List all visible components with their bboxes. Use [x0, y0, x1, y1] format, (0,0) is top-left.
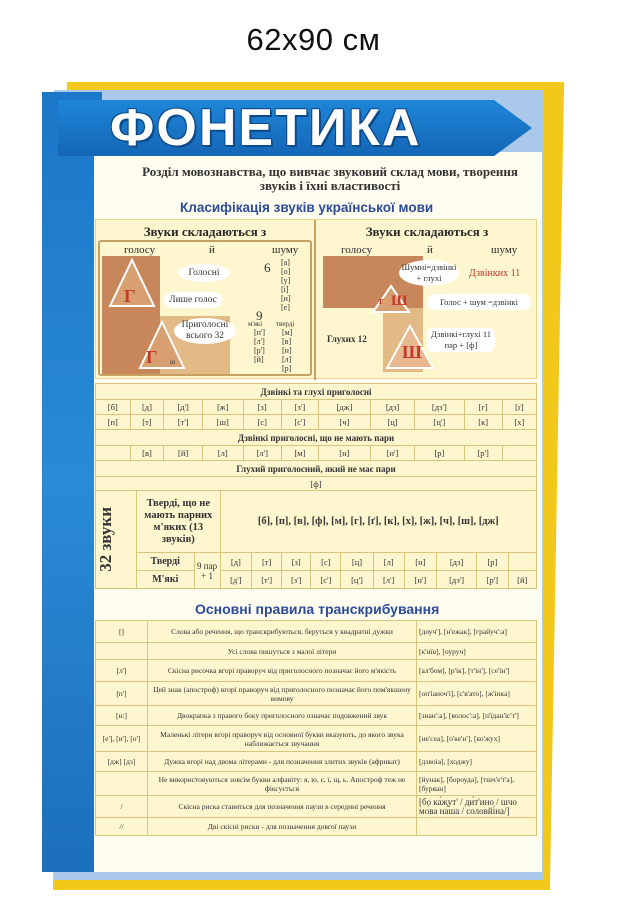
hard-item: [н] — [282, 346, 292, 355]
pairs-count: 9 пар + 1 — [194, 553, 220, 589]
voiceless-cell: [п] — [96, 415, 131, 430]
pairs-table — [95, 383, 537, 492]
unpaired-cell: [н'] — [370, 446, 414, 461]
oval-vowels: Голосні — [178, 264, 230, 282]
rule-row — [96, 643, 537, 660]
soft-item: [р'] — [254, 346, 265, 355]
board-blue-strip — [42, 92, 102, 872]
soft-row-label: М'які — [137, 571, 195, 589]
rule-text: Цей знак (апостроф) вгорі праворуч від приголосного позначає його пом'якшену вимову — [148, 682, 417, 706]
unpaired-voiceless-cell: [ф] — [96, 477, 537, 492]
voiced-count: Дзвінких 11 — [469, 268, 521, 279]
right-label-noise: шуму — [491, 244, 518, 256]
rule-text: Усі слова пишуться з малої літери — [148, 643, 417, 660]
voiceless-cell: [т] — [130, 415, 164, 430]
rule-text: Скісна рисочка вгорі праворуч від приголосного позначає його м'якість — [148, 660, 417, 682]
rule-text: Скісна риска ставиться для позначення паузи в середині речення — [148, 796, 417, 818]
voiceless-row — [96, 415, 537, 430]
vowel-o: [о] — [281, 267, 291, 276]
right-label-voice: голосу — [341, 244, 373, 256]
hard-item: [л] — [282, 355, 292, 364]
rule-example — [417, 818, 537, 836]
soft-item: [л'] — [254, 337, 265, 346]
rule-symbol: [] — [96, 621, 148, 643]
voiced-cell: [дз'] — [415, 400, 464, 415]
rule-row — [96, 706, 537, 726]
voiced-cell: [д] — [130, 400, 164, 415]
classification-right — [317, 220, 537, 380]
hard-list — [282, 328, 292, 373]
voiced-cell: [ґ] — [502, 400, 536, 415]
hard-cell: [з] — [282, 553, 311, 571]
soft-cell: [з'] — [282, 571, 311, 589]
soft-cell: [н'] — [404, 571, 436, 589]
rule-symbol — [96, 772, 148, 796]
rule-example: [к'иїв], [оуруч] — [417, 643, 537, 660]
oval-noisy: Шумні=дзвінкі + глухі — [399, 260, 459, 286]
soft-item: [й] — [254, 355, 264, 364]
soft-cell: [т'] — [252, 571, 282, 589]
rule-row — [96, 726, 537, 752]
soft-cell: [л'] — [373, 571, 404, 589]
unpaired-cell: [м] — [281, 446, 318, 461]
rule-row — [96, 752, 537, 772]
unpaired-voiced-row — [96, 446, 537, 461]
letter-sh-bottom: Ш — [402, 342, 422, 362]
side-label: 32 звуки — [96, 507, 115, 572]
rule-row — [96, 818, 537, 836]
voiceless-cell: [с'] — [281, 415, 318, 430]
rule-row — [96, 621, 537, 643]
voiceless-cell: [к] — [464, 415, 502, 430]
classification-diagram — [95, 219, 537, 379]
soft-item: [п'] — [254, 328, 266, 337]
hard-cell: [д] — [220, 553, 252, 571]
only-voice-label: Лише голос — [164, 292, 222, 308]
left-label-and: й — [209, 244, 215, 256]
rules-heading: Основні правила транскрибування — [195, 601, 440, 617]
pairs-heading: Дзвінкі та глухі приголосні — [96, 384, 537, 400]
letter-g-bottom: Г — [146, 347, 158, 367]
voiced-cell: [дз] — [370, 400, 414, 415]
rule-symbol: [л'] — [96, 660, 148, 682]
rule-text: Маленькі літери вгорі праворуч від основної букви вказують, до якого звука наближається звучання — [148, 726, 417, 752]
unpaired-hard-title: Тверді, що не мають парних м'яких (13 звуків) — [137, 491, 221, 553]
left-title: Звуки складаються з — [143, 224, 267, 239]
vowel-i: [і] — [281, 285, 289, 294]
rule-text: Не використовуються зовсім букви алфавіту: я, ю, є, ї, щ, ь. Апостроф теж не фіксується — [148, 772, 417, 796]
rule-example: [бо ка́жут' / ди́т'ино / шчо мо́ва на́ша / соловйі́на/] — [417, 796, 537, 818]
unpaired-cell: [л'] — [243, 446, 281, 461]
hard-item: [в] — [282, 337, 292, 346]
classification-heading: Класифікація звуків української мови — [180, 200, 434, 215]
poster-title: ФОНЕТИКА — [110, 99, 422, 157]
voiced-cell: [з] — [243, 400, 281, 415]
hard-cell: [л] — [373, 553, 404, 571]
unpaired-hard-list: [б], [п], [в], [ф], [м], [г], [ґ], [к], [х], [ж], [ч], [ш], [дж] — [220, 491, 536, 553]
rule-example: [дзвоiа], [ходжу] — [417, 752, 537, 772]
voiceless-cell: [ш] — [202, 415, 243, 430]
count-consonants: 9 — [256, 308, 263, 323]
hard-row-label: Тверді — [137, 553, 195, 571]
right-label-and: й — [427, 244, 433, 256]
vowel-list — [281, 258, 291, 312]
soft-label: м'які — [248, 320, 263, 328]
rule-symbol: / — [96, 796, 148, 818]
oval-consonants: Приголосні всього 32 — [174, 318, 236, 344]
rule-example: [оп'іаноч'і], [с'в'ато], [ж'інка] — [417, 682, 537, 706]
classification-left — [96, 220, 316, 380]
pairs-label: Дзвінкі+глухі 11 пар + [ф] — [427, 328, 495, 352]
rule-symbol: [е'], [и'], [о'] — [96, 726, 148, 752]
rule-row — [96, 796, 537, 818]
rule-symbol — [96, 643, 148, 660]
poster-description: Розділ мовознавства, що вивчає звуковий склад мови, творення звуків і їхні властивості — [142, 164, 518, 193]
left-label-voice: голосу — [124, 244, 156, 256]
letter-g-right: г — [379, 296, 384, 307]
letter-g-top: Г — [124, 286, 136, 306]
hard-item: [р] — [282, 364, 292, 373]
voiceless-cell: [х] — [502, 415, 536, 430]
vowel-a: [а] — [281, 258, 290, 267]
side-label-cell — [96, 491, 137, 589]
rule-text: Двокрапка з правого боку приголосного означає подовжений звук — [148, 706, 417, 726]
count-vowels: 6 — [264, 260, 271, 275]
rule-example: [не'сеа], [о'ке'н'], [ко'жух] — [417, 726, 537, 752]
soft-cell: [дз'] — [436, 571, 476, 589]
unpaired-cell: [р] — [415, 446, 464, 461]
voiced-cell: [г] — [464, 400, 502, 415]
hard-soft-table — [95, 490, 537, 589]
voiceless-cell: [ц] — [370, 415, 414, 430]
rule-symbol: [н:] — [96, 706, 148, 726]
rule-symbol: // — [96, 818, 148, 836]
voice-noise-label: Голос + шум =дзвінкі — [427, 294, 531, 310]
size-caption: 62x90 см — [246, 22, 381, 57]
hard-label: тверді — [276, 320, 295, 328]
voiced-cell: [дж] — [318, 400, 370, 415]
hard-cell: [р] — [477, 553, 508, 571]
rule-row — [96, 660, 537, 682]
hard-item: [м] — [282, 328, 293, 337]
unpaired-voiceless-heading: Глухий приголосний, який не має пари — [96, 461, 537, 477]
unpaired-cell: [л] — [202, 446, 243, 461]
rule-symbol: [п'] — [96, 682, 148, 706]
letter-sh-right: Ш — [391, 293, 408, 309]
rule-row — [96, 772, 537, 796]
rule-row — [96, 682, 537, 706]
hard-cell: [дз] — [436, 553, 476, 571]
rule-text: Слова або речення, що транскрибуються, беруться у квадратні дужки — [148, 621, 417, 643]
soft-cell: [д'] — [220, 571, 252, 589]
voiced-cell: [ж] — [202, 400, 243, 415]
voiceless-cell: [ц'] — [415, 415, 464, 430]
soft-cell: [й] — [508, 571, 536, 589]
hard-cell — [508, 553, 536, 571]
unpaired-voiced-heading: Дзвінкі приголосні, що не мають пари — [96, 430, 537, 446]
soft-cell: [с'] — [311, 571, 341, 589]
rules-table — [95, 620, 537, 836]
voiced-row — [96, 400, 537, 415]
rule-text: Дві скісні риски - для позначення довгої паузи — [148, 818, 417, 836]
rule-example: [ал'бом], [р'ік], [т'ін'], [се'їн'] — [417, 660, 537, 682]
rule-symbol: [дж] [дз] — [96, 752, 148, 772]
hard-cell: [с] — [311, 553, 341, 571]
voiced-cell: [д'] — [164, 400, 203, 415]
soft-cell: [ц'] — [341, 571, 373, 589]
voiceless-cell: [ч] — [318, 415, 370, 430]
soft-list — [254, 328, 265, 364]
hard-cell: [т] — [252, 553, 282, 571]
unpaired-cell: [й] — [164, 446, 203, 461]
voiceless-cell: [т'] — [164, 415, 203, 430]
hard-cell: [ц] — [341, 553, 373, 571]
voiced-cell: [б] — [96, 400, 131, 415]
voiced-cell: [з'] — [281, 400, 318, 415]
hard-cell: [н] — [404, 553, 436, 571]
vowel-u: [у] — [281, 276, 291, 285]
rule-example: [знан':а], [волос':а], [п'їдан'іс'т'] — [417, 706, 537, 726]
vowel-y: [и] — [281, 294, 291, 303]
unpaired-cell: [в] — [130, 446, 164, 461]
vowel-e: [е] — [281, 303, 290, 312]
soft-cell: [р'] — [477, 571, 508, 589]
left-label-noise: шуму — [272, 244, 299, 256]
rule-text: Дужка вгорі над двома літерами - для позначення злитих звуків (африкат) — [148, 752, 417, 772]
right-title: Звуки складаються з — [365, 224, 489, 239]
voiceless-count: Глухих 12 — [327, 334, 367, 344]
rule-example: [доуч'], [н'ежак], [грайуч':а] — [417, 621, 537, 643]
voiceless-cell: [с] — [243, 415, 281, 430]
unpaired-cell: [р'] — [464, 446, 502, 461]
rule-example: [йунак], [бороуда], [тшч'е'т'а], [буряан] — [417, 772, 537, 796]
unpaired-cell: [н] — [318, 446, 370, 461]
letter-sh-small: ш — [170, 358, 176, 366]
